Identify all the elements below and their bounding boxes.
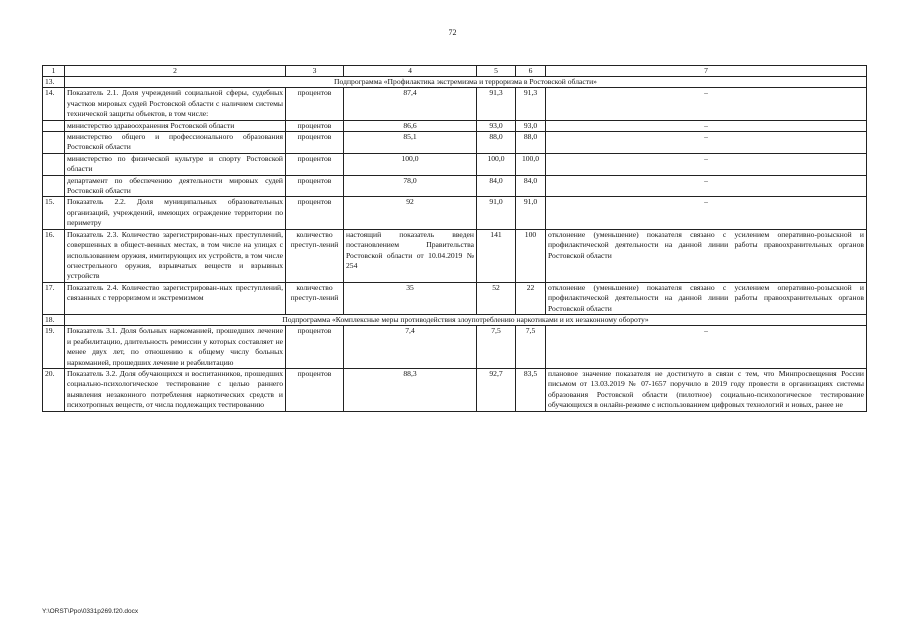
value-col6: 88,0 (516, 132, 546, 154)
indicator-name: министерство общего и профессионального образования Ростовской области (65, 132, 286, 154)
unit-cell: процентов (286, 197, 344, 229)
row-number: 13. (43, 77, 65, 88)
table-row (43, 326, 867, 369)
comment-cell: отклонение (уменьшение) показателя связано с усилением оперативно-розыскной и профилактической деятельности на данной линии работы правоохранительных органов Ростовской области (546, 282, 867, 314)
row-number: 14. (43, 88, 65, 120)
indicator-name: Показатель 3.2. Доля обучающихся и воспитанников, прошедших социально-психологическое тестирование с целью раннего выявления незаконного потребления наркотических средств и психотропных веществ, от числа подлежащих тестированию (65, 368, 286, 411)
unit-cell: процентов (286, 132, 344, 154)
indicator-name: министерство здравоохранения Ростовской области (65, 120, 286, 131)
comment-cell: отклонение (уменьшение) показателя связано с усилением оперативно-розыскной и профилактической деятельности на данной линии работы правоохранительных органов Ростовской области (546, 229, 867, 282)
unit-cell: процентов (286, 368, 344, 411)
subprogram-row (43, 77, 867, 88)
column-number: 4 (344, 66, 477, 77)
unit-cell: процентов (286, 88, 344, 120)
value-col5: 92,7 (477, 368, 516, 411)
row-number (43, 120, 65, 131)
comment-cell: – (546, 153, 867, 175)
value-col4: 35 (344, 282, 477, 314)
value-col4: 88,3 (344, 368, 477, 411)
value-col5: 84,0 (477, 175, 516, 197)
table-row (43, 197, 867, 229)
comment-cell: плановое значение показателя не достигнуто в связи с тем, что Минпросвещения России письмом от 13.03.2019 № 07-1657 поручило в 2019 году провести в организациях системы образования Ростовской области (пилотное) социально-психологическое тестирование обучающихся в онлайн-режиме с использованием цифровых технологий и новых, ранее не (546, 368, 867, 411)
value-col4: 7,4 (344, 326, 477, 369)
row-number: 16. (43, 229, 65, 282)
value-col5: 93,0 (477, 120, 516, 131)
value-col4: настоящий показатель введен постановлением Правительства Ростовской области от 10.04.2019 № 254 (344, 229, 477, 282)
value-col6: 100 (516, 229, 546, 282)
value-col5: 7,5 (477, 326, 516, 369)
unit-cell: процентов (286, 120, 344, 131)
row-number: 18. (43, 314, 65, 325)
value-col4: 86,6 (344, 120, 477, 131)
value-col4: 92 (344, 197, 477, 229)
table-row (43, 175, 867, 197)
indicator-name: Показатель 3.1. Доля больных наркоманией, прошедших лечение и реабилитацию, длительность ремиссии у которых составляет не менее двух лет, по отношению к общему числу больных наркоманией, прошедших лечение и реабилитацию (65, 326, 286, 369)
comment-cell: – (546, 132, 867, 154)
value-col6: 100,0 (516, 153, 546, 175)
value-col5: 88,0 (477, 132, 516, 154)
value-col5: 100,0 (477, 153, 516, 175)
page-number: 72 (448, 28, 457, 37)
indicator-name: Показатель 2.1. Доля учреждений социальной сферы, судебных участков мировых судей Ростовской области с наличием системы технической защиты объектов, в том числе: (65, 88, 286, 120)
value-col6: 83,5 (516, 368, 546, 411)
row-number: 20. (43, 368, 65, 411)
unit-cell: количество преступ-лений (286, 229, 344, 282)
subprogram-title: Подпрограмма «Профилактика экстремизма и терроризма в Ростовской области» (65, 77, 867, 88)
comment-cell: – (546, 326, 867, 369)
column-number: 7 (546, 66, 867, 77)
row-number (43, 153, 65, 175)
comment-cell: – (546, 175, 867, 197)
indicator-name: Показатель 2.2. Доля муниципальных образовательных организаций, учреждений, имеющих ограждение территории по периметру (65, 197, 286, 229)
report-table (42, 65, 867, 412)
unit-cell: количество преступ-лений (286, 282, 344, 314)
column-number: 1 (43, 66, 65, 77)
value-col5: 141 (477, 229, 516, 282)
indicator-name: министерство по физической культуре и спорту Ростовской области (65, 153, 286, 175)
indicator-name: департамент по обеспечению деятельности мировых судей Ростовской области (65, 175, 286, 197)
value-col6: 22 (516, 282, 546, 314)
comment-cell: – (546, 88, 867, 120)
value-col5: 91,3 (477, 88, 516, 120)
indicator-name: Показатель 2.4. Количество зарегистрирован-ных преступлений, связанных с терроризмом и экстремизмом (65, 282, 286, 314)
table-row (43, 229, 867, 282)
row-number: 19. (43, 326, 65, 369)
table-row (43, 153, 867, 175)
subprogram-title: Подпрограмма «Комплексные меры противодействия злоупотреблению наркотиками и их незаконному обороту» (65, 314, 867, 325)
indicator-name: Показатель 2.3. Количество зарегистрирован-ных преступлений, совершенных в общест-венных местах, в том числе на улицах с использованием оружия, имитирующих их устройств, в том числе огнестрельного оружия, взрывчатых веществ и взрывных устройств (65, 229, 286, 282)
row-number (43, 175, 65, 197)
table-row (43, 132, 867, 154)
table-row (43, 282, 867, 314)
value-col4: 85,1 (344, 132, 477, 154)
column-number-row (43, 66, 867, 77)
unit-cell: процентов (286, 326, 344, 369)
table-row (43, 120, 867, 131)
comment-cell: – (546, 197, 867, 229)
comment-cell: – (546, 120, 867, 131)
value-col6: 91,3 (516, 88, 546, 120)
row-number (43, 132, 65, 154)
value-col6: 84,0 (516, 175, 546, 197)
column-number: 2 (65, 66, 286, 77)
unit-cell: процентов (286, 153, 344, 175)
column-number: 5 (477, 66, 516, 77)
row-number: 15. (43, 197, 65, 229)
value-col4: 87,4 (344, 88, 477, 120)
value-col5: 52 (477, 282, 516, 314)
value-col4: 78,0 (344, 175, 477, 197)
value-col6: 91,0 (516, 197, 546, 229)
unit-cell: процентов (286, 175, 344, 197)
table-row (43, 368, 867, 411)
table-row (43, 88, 867, 120)
file-path-footer: Y:\ORST\Ppo\0331p269.f20.docx (42, 608, 139, 615)
value-col4: 100,0 (344, 153, 477, 175)
row-number: 17. (43, 282, 65, 314)
subprogram-row (43, 314, 867, 325)
value-col6: 7,5 (516, 326, 546, 369)
value-col6: 93,0 (516, 120, 546, 131)
value-col5: 91,0 (477, 197, 516, 229)
column-number: 3 (286, 66, 344, 77)
column-number: 6 (516, 66, 546, 77)
